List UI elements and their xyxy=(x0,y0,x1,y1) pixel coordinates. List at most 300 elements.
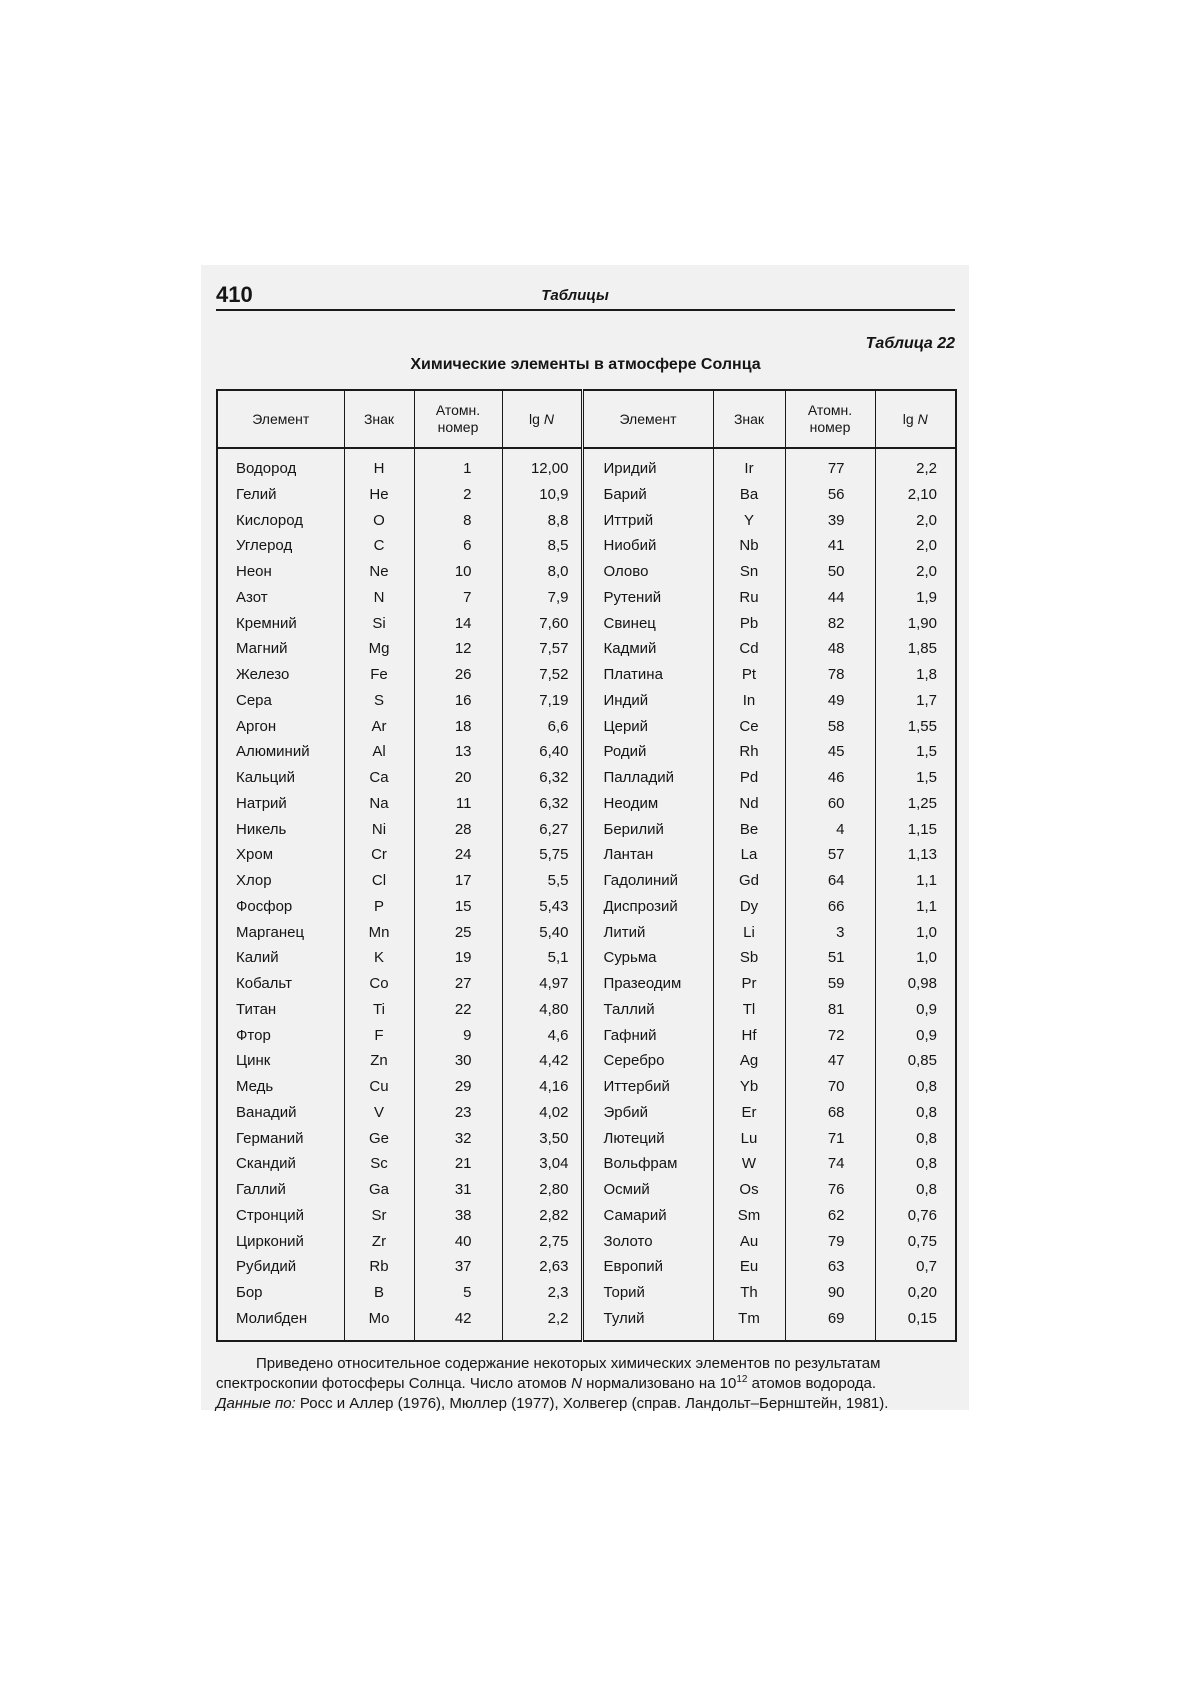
element-symbol-left: Ni xyxy=(344,817,414,843)
element-name-left: Углерод xyxy=(217,533,344,559)
element-symbol-left: F xyxy=(344,1023,414,1049)
lgn-value-right: 1,13 xyxy=(875,842,956,868)
atomic-number-right: 78 xyxy=(785,662,875,688)
element-name-left: Медь xyxy=(217,1074,344,1100)
lgn-value-right: 0,7 xyxy=(875,1254,956,1280)
atomic-number-right: 64 xyxy=(785,868,875,894)
col-header-lgn-2-var: N xyxy=(917,410,928,427)
element-name-left: Ванадий xyxy=(217,1100,344,1126)
lgn-value-left: 10,9 xyxy=(502,482,582,508)
element-symbol-right: In xyxy=(713,688,785,714)
atomic-number-left: 26 xyxy=(414,662,502,688)
footnote-var-n: N xyxy=(571,1375,582,1392)
atomic-number-left: 20 xyxy=(414,765,502,791)
table-row xyxy=(217,714,956,740)
element-symbol-right: Nb xyxy=(713,533,785,559)
col-header-lgn-var: N xyxy=(543,410,554,427)
table-row xyxy=(217,448,956,482)
running-title: Таблицы xyxy=(541,287,609,304)
element-symbol-right: Li xyxy=(713,920,785,946)
atomic-number-right: 68 xyxy=(785,1100,875,1126)
atomic-number-right: 74 xyxy=(785,1151,875,1177)
table-row xyxy=(217,997,956,1023)
table-row xyxy=(217,920,956,946)
lgn-value-right: 0,9 xyxy=(875,997,956,1023)
table-footnote xyxy=(216,1354,955,1414)
element-name-left: Неон xyxy=(217,559,344,585)
atomic-number-left: 25 xyxy=(414,920,502,946)
element-symbol-left: Cu xyxy=(344,1074,414,1100)
table-row xyxy=(217,1280,956,1306)
atomic-number-right: 58 xyxy=(785,714,875,740)
lgn-value-left: 5,40 xyxy=(502,920,582,946)
footnote-sources: Росс и Аллер (1976), Мюллер (1977), Холвегер (справ. Ландольт–Бернштейн, 1981). xyxy=(299,1395,889,1412)
element-name-left: Бор xyxy=(217,1280,344,1306)
atomic-number-right: 46 xyxy=(785,765,875,791)
element-symbol-right: Nd xyxy=(713,791,785,817)
element-symbol-right: Cd xyxy=(713,636,785,662)
lgn-value-left: 8,5 xyxy=(502,533,582,559)
atomic-number-right: 44 xyxy=(785,585,875,611)
atomic-number-left: 6 xyxy=(414,533,502,559)
element-symbol-left: Cr xyxy=(344,842,414,868)
atomic-number-right: 4 xyxy=(785,817,875,843)
lgn-value-right: 1,25 xyxy=(875,791,956,817)
element-name-left: Титан xyxy=(217,997,344,1023)
element-symbol-left: Si xyxy=(344,611,414,637)
elements-table xyxy=(216,389,957,1342)
atomic-number-left: 21 xyxy=(414,1151,502,1177)
footnote-line-1: Приведено относительное содержание некоторых химических элементов по результатам xyxy=(256,1355,881,1372)
element-symbol-left: Ne xyxy=(344,559,414,585)
table-row xyxy=(217,945,956,971)
lgn-value-left: 6,32 xyxy=(502,765,582,791)
atomic-number-right: 41 xyxy=(785,533,875,559)
lgn-value-left: 8,8 xyxy=(502,508,582,534)
element-name-right: Родий xyxy=(582,739,713,765)
element-name-left: Натрий xyxy=(217,791,344,817)
lgn-value-right: 1,8 xyxy=(875,662,956,688)
element-symbol-right: Er xyxy=(713,1100,785,1126)
atomic-number-left: 23 xyxy=(414,1100,502,1126)
atomic-number-right: 59 xyxy=(785,971,875,997)
footnote-line-2-c: атомов водорода. xyxy=(751,1375,876,1392)
atomic-number-left: 31 xyxy=(414,1177,502,1203)
lgn-value-right: 2,0 xyxy=(875,533,956,559)
lgn-value-left: 2,80 xyxy=(502,1177,582,1203)
atomic-number-left: 11 xyxy=(414,791,502,817)
col-header-element-2: Элемент xyxy=(582,390,713,448)
element-name-left: Фтор xyxy=(217,1023,344,1049)
table-header-row xyxy=(217,390,956,448)
element-symbol-right: Gd xyxy=(713,868,785,894)
element-name-right: Торий xyxy=(582,1280,713,1306)
table-title: Химические элементы в атмосфере Солнца xyxy=(410,356,761,373)
lgn-value-right: 0,8 xyxy=(875,1177,956,1203)
table-row xyxy=(217,559,956,585)
element-symbol-left: N xyxy=(344,585,414,611)
atomic-number-left: 32 xyxy=(414,1126,502,1152)
table-row xyxy=(217,585,956,611)
element-name-right: Литий xyxy=(582,920,713,946)
table-row xyxy=(217,971,956,997)
col-header-atomic-number-2-line1: Атомн. xyxy=(807,402,853,418)
lgn-value-left: 2,63 xyxy=(502,1254,582,1280)
atomic-number-right: 81 xyxy=(785,997,875,1023)
element-symbol-right: Lu xyxy=(713,1126,785,1152)
element-name-right: Лантан xyxy=(582,842,713,868)
element-symbol-right: W xyxy=(713,1151,785,1177)
element-symbol-left: Na xyxy=(344,791,414,817)
element-name-right: Сурьма xyxy=(582,945,713,971)
atomic-number-left: 27 xyxy=(414,971,502,997)
element-symbol-left: K xyxy=(344,945,414,971)
footnote-line-2-b: нормализовано на 10 xyxy=(586,1375,737,1392)
element-name-left: Галлий xyxy=(217,1177,344,1203)
element-name-right: Иридий xyxy=(582,448,713,482)
element-symbol-left: Ga xyxy=(344,1177,414,1203)
lgn-value-left: 3,04 xyxy=(502,1151,582,1177)
atomic-number-left: 18 xyxy=(414,714,502,740)
atomic-number-left: 38 xyxy=(414,1203,502,1229)
table-row xyxy=(217,1203,956,1229)
table-row xyxy=(217,1126,956,1152)
footnote-sources-label: Данные по: xyxy=(216,1395,296,1412)
atomic-number-left: 8 xyxy=(414,508,502,534)
lgn-value-left: 8,0 xyxy=(502,559,582,585)
table-row xyxy=(217,1229,956,1255)
element-symbol-left: Mo xyxy=(344,1306,414,1341)
header-rule xyxy=(216,309,955,311)
table-number: Таблица 22 xyxy=(865,335,955,352)
element-name-left: Кремний xyxy=(217,611,344,637)
lgn-value-right: 1,85 xyxy=(875,636,956,662)
element-symbol-right: Hf xyxy=(713,1023,785,1049)
element-symbol-right: Dy xyxy=(713,894,785,920)
atomic-number-right: 3 xyxy=(785,920,875,946)
element-name-left: Алюминий xyxy=(217,739,344,765)
footnote-line-3 xyxy=(216,1394,955,1414)
lgn-value-left: 6,6 xyxy=(502,714,582,740)
atomic-number-left: 14 xyxy=(414,611,502,637)
col-header-atomic-number-2-line2: номер xyxy=(809,419,851,435)
element-symbol-left: Ti xyxy=(344,997,414,1023)
page-number: 410 xyxy=(216,282,253,307)
table-row xyxy=(217,739,956,765)
element-symbol-right: Sb xyxy=(713,945,785,971)
lgn-value-right: 0,20 xyxy=(875,1280,956,1306)
col-header-lgn-prefix: lg xyxy=(529,410,540,427)
element-name-right: Индий xyxy=(582,688,713,714)
atomic-number-left: 7 xyxy=(414,585,502,611)
element-name-right: Иттербий xyxy=(582,1074,713,1100)
atomic-number-right: 66 xyxy=(785,894,875,920)
element-symbol-right: Au xyxy=(713,1229,785,1255)
atomic-number-right: 56 xyxy=(785,482,875,508)
table-row xyxy=(217,791,956,817)
table-row xyxy=(217,1254,956,1280)
atomic-number-left: 1 xyxy=(414,448,502,482)
lgn-value-left: 7,52 xyxy=(502,662,582,688)
element-symbol-right: Tl xyxy=(713,997,785,1023)
element-name-left: Калий xyxy=(217,945,344,971)
table-row xyxy=(217,894,956,920)
element-name-left: Рубидий xyxy=(217,1254,344,1280)
element-symbol-left: Ge xyxy=(344,1126,414,1152)
element-name-right: Церий xyxy=(582,714,713,740)
element-name-left: Скандий xyxy=(217,1151,344,1177)
element-symbol-left: V xyxy=(344,1100,414,1126)
lgn-value-left: 7,60 xyxy=(502,611,582,637)
element-name-right: Неодим xyxy=(582,791,713,817)
element-name-left: Азот xyxy=(217,585,344,611)
lgn-value-right: 1,7 xyxy=(875,688,956,714)
element-symbol-left: B xyxy=(344,1280,414,1306)
table-row xyxy=(217,1023,956,1049)
atomic-number-left: 9 xyxy=(414,1023,502,1049)
lgn-value-left: 4,6 xyxy=(502,1023,582,1049)
atomic-number-right: 47 xyxy=(785,1048,875,1074)
element-name-left: Гелий xyxy=(217,482,344,508)
table-row xyxy=(217,482,956,508)
element-symbol-right: Pr xyxy=(713,971,785,997)
element-name-left: Германий xyxy=(217,1126,344,1152)
atomic-number-left: 16 xyxy=(414,688,502,714)
element-name-right: Берилий xyxy=(582,817,713,843)
element-symbol-right: Ru xyxy=(713,585,785,611)
lgn-value-left: 7,9 xyxy=(502,585,582,611)
element-symbol-left: Co xyxy=(344,971,414,997)
atomic-number-left: 40 xyxy=(414,1229,502,1255)
element-name-left: Кислород xyxy=(217,508,344,534)
lgn-value-left: 2,82 xyxy=(502,1203,582,1229)
element-symbol-right: Ce xyxy=(713,714,785,740)
element-symbol-right: Ir xyxy=(713,448,785,482)
atomic-number-right: 57 xyxy=(785,842,875,868)
lgn-value-right: 0,8 xyxy=(875,1126,956,1152)
lgn-value-right: 1,1 xyxy=(875,868,956,894)
element-symbol-left: Rb xyxy=(344,1254,414,1280)
atomic-number-right: 79 xyxy=(785,1229,875,1255)
atomic-number-right: 60 xyxy=(785,791,875,817)
element-symbol-right: Tm xyxy=(713,1306,785,1341)
element-name-right: Свинец xyxy=(582,611,713,637)
col-header-symbol-2: Знак xyxy=(713,390,785,448)
lgn-value-right: 0,76 xyxy=(875,1203,956,1229)
table-row xyxy=(217,662,956,688)
lgn-value-right: 0,8 xyxy=(875,1074,956,1100)
lgn-value-left: 4,80 xyxy=(502,997,582,1023)
element-name-left: Стронций xyxy=(217,1203,344,1229)
lgn-value-right: 0,8 xyxy=(875,1151,956,1177)
element-name-right: Диспрозий xyxy=(582,894,713,920)
table-row xyxy=(217,1306,956,1341)
element-name-left: Водород xyxy=(217,448,344,482)
element-name-right: Гадолиний xyxy=(582,868,713,894)
lgn-value-right: 0,85 xyxy=(875,1048,956,1074)
element-symbol-left: Sc xyxy=(344,1151,414,1177)
lgn-value-right: 1,9 xyxy=(875,585,956,611)
atomic-number-right: 72 xyxy=(785,1023,875,1049)
atomic-number-left: 24 xyxy=(414,842,502,868)
element-name-left: Цирконий xyxy=(217,1229,344,1255)
element-name-left: Хлор xyxy=(217,868,344,894)
atomic-number-left: 29 xyxy=(414,1074,502,1100)
atomic-number-right: 62 xyxy=(785,1203,875,1229)
element-name-left: Фосфор xyxy=(217,894,344,920)
atomic-number-left: 15 xyxy=(414,894,502,920)
element-name-right: Тулий xyxy=(582,1306,713,1341)
lgn-value-left: 4,02 xyxy=(502,1100,582,1126)
atomic-number-right: 63 xyxy=(785,1254,875,1280)
atomic-number-right: 77 xyxy=(785,448,875,482)
table-row xyxy=(217,1074,956,1100)
footnote-line-2-a: спектроскопии фотосферы Солнца. Число атомов xyxy=(216,1375,567,1392)
element-symbol-right: Ag xyxy=(713,1048,785,1074)
element-name-left: Железо xyxy=(217,662,344,688)
lgn-value-right: 0,9 xyxy=(875,1023,956,1049)
lgn-value-left: 5,1 xyxy=(502,945,582,971)
atomic-number-left: 37 xyxy=(414,1254,502,1280)
lgn-value-right: 0,8 xyxy=(875,1100,956,1126)
lgn-value-right: 1,5 xyxy=(875,765,956,791)
col-header-lgn xyxy=(502,390,582,448)
table-row xyxy=(217,1177,956,1203)
element-name-right: Празеодим xyxy=(582,971,713,997)
element-symbol-left: Ar xyxy=(344,714,414,740)
table-row xyxy=(217,765,956,791)
element-symbol-right: Be xyxy=(713,817,785,843)
element-name-right: Олово xyxy=(582,559,713,585)
col-header-lgn-2 xyxy=(875,390,956,448)
element-symbol-left: Zn xyxy=(344,1048,414,1074)
table-row xyxy=(217,508,956,534)
element-name-right: Таллий xyxy=(582,997,713,1023)
lgn-value-right: 2,10 xyxy=(875,482,956,508)
element-symbol-right: Sm xyxy=(713,1203,785,1229)
atomic-number-left: 19 xyxy=(414,945,502,971)
element-symbol-right: La xyxy=(713,842,785,868)
element-name-left: Никель xyxy=(217,817,344,843)
element-name-left: Молибден xyxy=(217,1306,344,1341)
element-name-left: Аргон xyxy=(217,714,344,740)
element-symbol-left: S xyxy=(344,688,414,714)
atomic-number-left: 42 xyxy=(414,1306,502,1341)
element-name-right: Барий xyxy=(582,482,713,508)
col-header-atomic-number-line1: Атомн. xyxy=(435,402,481,418)
col-header-atomic-number xyxy=(414,390,502,448)
element-symbol-left: O xyxy=(344,508,414,534)
lgn-value-left: 6,40 xyxy=(502,739,582,765)
lgn-value-right: 1,0 xyxy=(875,920,956,946)
element-name-right: Европий xyxy=(582,1254,713,1280)
atomic-number-right: 48 xyxy=(785,636,875,662)
element-symbol-right: Pd xyxy=(713,765,785,791)
atomic-number-left: 30 xyxy=(414,1048,502,1074)
element-symbol-right: Pb xyxy=(713,611,785,637)
element-symbol-right: Os xyxy=(713,1177,785,1203)
atomic-number-right: 71 xyxy=(785,1126,875,1152)
lgn-value-right: 1,55 xyxy=(875,714,956,740)
element-name-left: Марганец xyxy=(217,920,344,946)
atomic-number-left: 5 xyxy=(414,1280,502,1306)
footnote-line-2 xyxy=(216,1374,955,1394)
element-symbol-right: Pt xyxy=(713,662,785,688)
atomic-number-right: 76 xyxy=(785,1177,875,1203)
element-symbol-left: Fe xyxy=(344,662,414,688)
element-name-right: Эрбий xyxy=(582,1100,713,1126)
table-row xyxy=(217,1100,956,1126)
atomic-number-right: 51 xyxy=(785,945,875,971)
element-symbol-left: C xyxy=(344,533,414,559)
element-name-right: Кадмий xyxy=(582,636,713,662)
lgn-value-right: 1,5 xyxy=(875,739,956,765)
atomic-number-left: 10 xyxy=(414,559,502,585)
element-name-left: Кальций xyxy=(217,765,344,791)
element-symbol-left: Cl xyxy=(344,868,414,894)
table-row xyxy=(217,636,956,662)
element-name-left: Кобальт xyxy=(217,971,344,997)
element-name-right: Лютеций xyxy=(582,1126,713,1152)
atomic-number-right: 69 xyxy=(785,1306,875,1341)
table-row xyxy=(217,1151,956,1177)
lgn-value-left: 5,5 xyxy=(502,868,582,894)
element-name-right: Вольфрам xyxy=(582,1151,713,1177)
element-symbol-left: He xyxy=(344,482,414,508)
atomic-number-left: 12 xyxy=(414,636,502,662)
element-name-left: Хром xyxy=(217,842,344,868)
atomic-number-left: 28 xyxy=(414,817,502,843)
element-symbol-right: Th xyxy=(713,1280,785,1306)
element-name-right: Серебро xyxy=(582,1048,713,1074)
element-symbol-left: Ca xyxy=(344,765,414,791)
lgn-value-right: 1,1 xyxy=(875,894,956,920)
element-name-right: Ниобий xyxy=(582,533,713,559)
table-row xyxy=(217,868,956,894)
element-name-left: Цинк xyxy=(217,1048,344,1074)
element-symbol-right: Y xyxy=(713,508,785,534)
lgn-value-left: 5,75 xyxy=(502,842,582,868)
table-row xyxy=(217,688,956,714)
lgn-value-right: 0,98 xyxy=(875,971,956,997)
element-symbol-right: Yb xyxy=(713,1074,785,1100)
lgn-value-left: 6,27 xyxy=(502,817,582,843)
element-name-right: Гафний xyxy=(582,1023,713,1049)
element-symbol-right: Ba xyxy=(713,482,785,508)
lgn-value-left: 2,2 xyxy=(502,1306,582,1341)
element-symbol-left: Zr xyxy=(344,1229,414,1255)
element-symbol-left: Sr xyxy=(344,1203,414,1229)
col-header-symbol: Знак xyxy=(344,390,414,448)
element-symbol-right: Sn xyxy=(713,559,785,585)
element-symbol-right: Eu xyxy=(713,1254,785,1280)
element-name-right: Самарий xyxy=(582,1203,713,1229)
footnote-exponent: 12 xyxy=(736,1374,748,1385)
element-symbol-left: Mn xyxy=(344,920,414,946)
atomic-number-left: 17 xyxy=(414,868,502,894)
atomic-number-right: 82 xyxy=(785,611,875,637)
lgn-value-left: 4,16 xyxy=(502,1074,582,1100)
lgn-value-right: 2,0 xyxy=(875,508,956,534)
element-name-right: Платина xyxy=(582,662,713,688)
atomic-number-right: 49 xyxy=(785,688,875,714)
atomic-number-left: 22 xyxy=(414,997,502,1023)
lgn-value-right: 1,90 xyxy=(875,611,956,637)
element-name-right: Осмий xyxy=(582,1177,713,1203)
lgn-value-left: 3,50 xyxy=(502,1126,582,1152)
element-name-left: Сера xyxy=(217,688,344,714)
lgn-value-left: 2,3 xyxy=(502,1280,582,1306)
